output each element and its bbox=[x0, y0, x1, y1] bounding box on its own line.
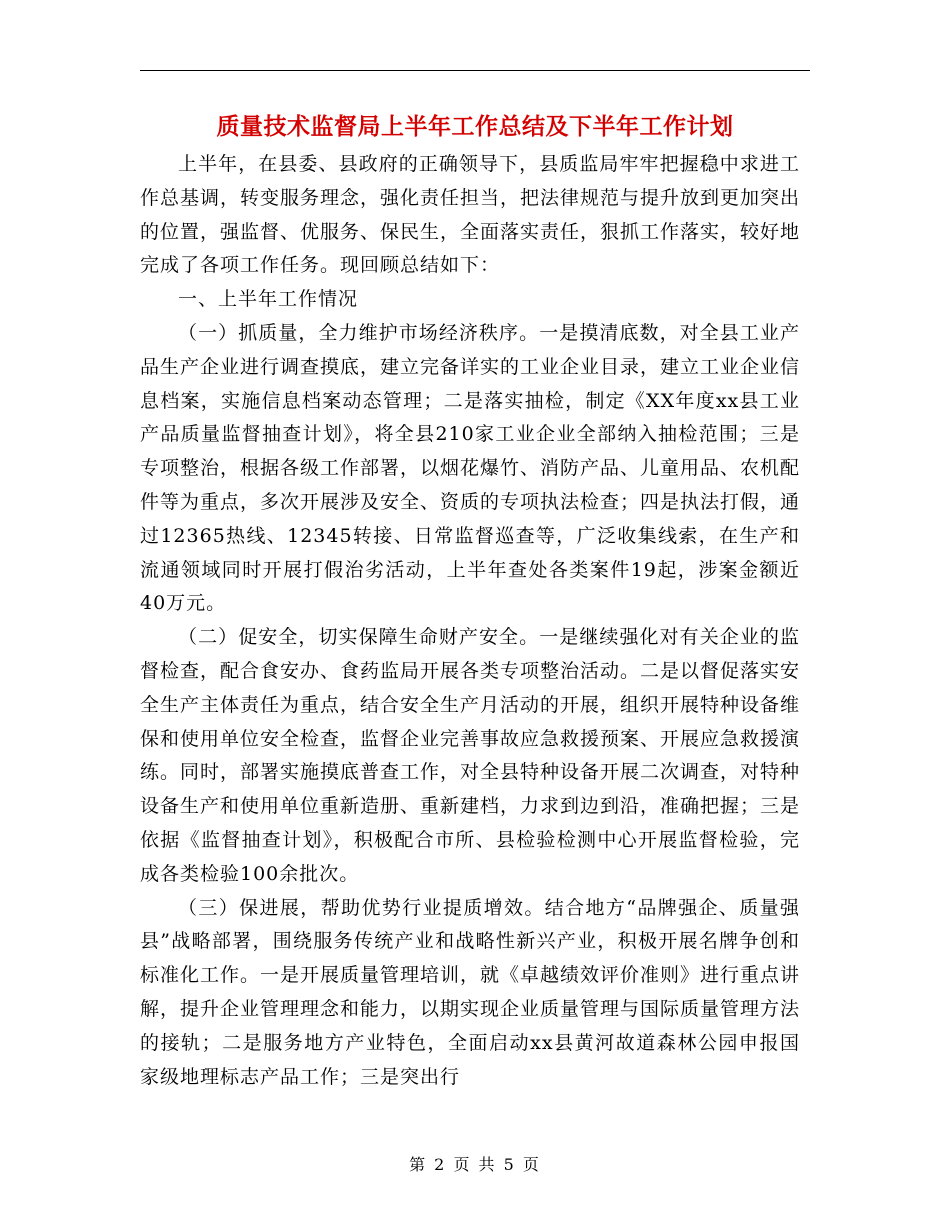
section-heading: 一、上半年工作情况 bbox=[178, 288, 359, 311]
intro-paragraph: 上半年，在县委、县政府的正确领导下，县质监局牢牢把握稳中求进工作总基调，转变服务理念，强化责任担当，把法律规范与提升放到更加突出的位置，强监督、优服务、保民生，全面落实责任，狠抓工作落实，较好地完成了各项工作任务。现回顾总结如下： bbox=[140, 153, 801, 277]
safety-paragraph: （二）促安全，切实保障生命财产安全。一是继续强化对有关企业的监督检查，配合食安办、食药监局开展各类专项整治活动。二是以督促落实安全生产主体责任为重点，结合安全生产月活动的开展，组织开展特种设备维保和使用单位安全检查，监督企业完善事故应急救援预案、开展应急救援演练。同时，部署实施摸底普查工作，对全县特种设备开展二次调查，对特种设备生产和使用单位重新造册、重新建档，力求到边到沿，准确把握；三是依据《监督抽查计划》，积极配合市所、县检验检测中心开展监督检验，完成各类检验100余批次。 bbox=[140, 626, 801, 885]
quality-paragraph: （一）抓质量，全力维护市场经济秩序。一是摸清底数，对全县工业产品生产企业进行调查摸底，建立完备详实的工业企业目录，建立工业企业信息档案，实施信息档案动态管理；二是落实抽检，制定《XX年度xx县工业产品质量监督抽查计划》，将全县210家工业企业全部纳入抽检范围；三是专项整治，根据各级工作部署，以烟花爆竹、消防产品、儿童用品、农机配件等为重点，多次开展涉及安全、资质的专项执法检查；四是执法打假，通过12365热线、12345转接、日常监督巡查等，广泛收集线索，在生产和流通领域同时开展打假治劣活动，上半年查处各类案件19起，涉案金额近40万元。 bbox=[140, 321, 801, 615]
header-rule bbox=[140, 70, 810, 71]
document-title: 质量技术监督局上半年工作总结及下半年工作计划 bbox=[216, 113, 734, 140]
document-body bbox=[140, 148, 800, 1094]
page-number: 第 2 页 共 5 页 bbox=[409, 1155, 541, 1174]
progress-paragraph: （三）保进展，帮助优势行业提质增效。结合地方“品牌强企、质量强县”战略部署，围绕服务传统产业和战略性新兴产业，积极开展名牌争创和标准化工作。一是开展质量管理培训，就《卓越绩效评价准则》进行重点讲解，提升企业管理理念和能力，以期实现企业质量管理与国际质量管理方法的接轨；二是服务地方产业特色，全面启动xx县黄河故道森林公园申报国家级地理标志产品工作；三是突出行 bbox=[140, 896, 801, 1088]
